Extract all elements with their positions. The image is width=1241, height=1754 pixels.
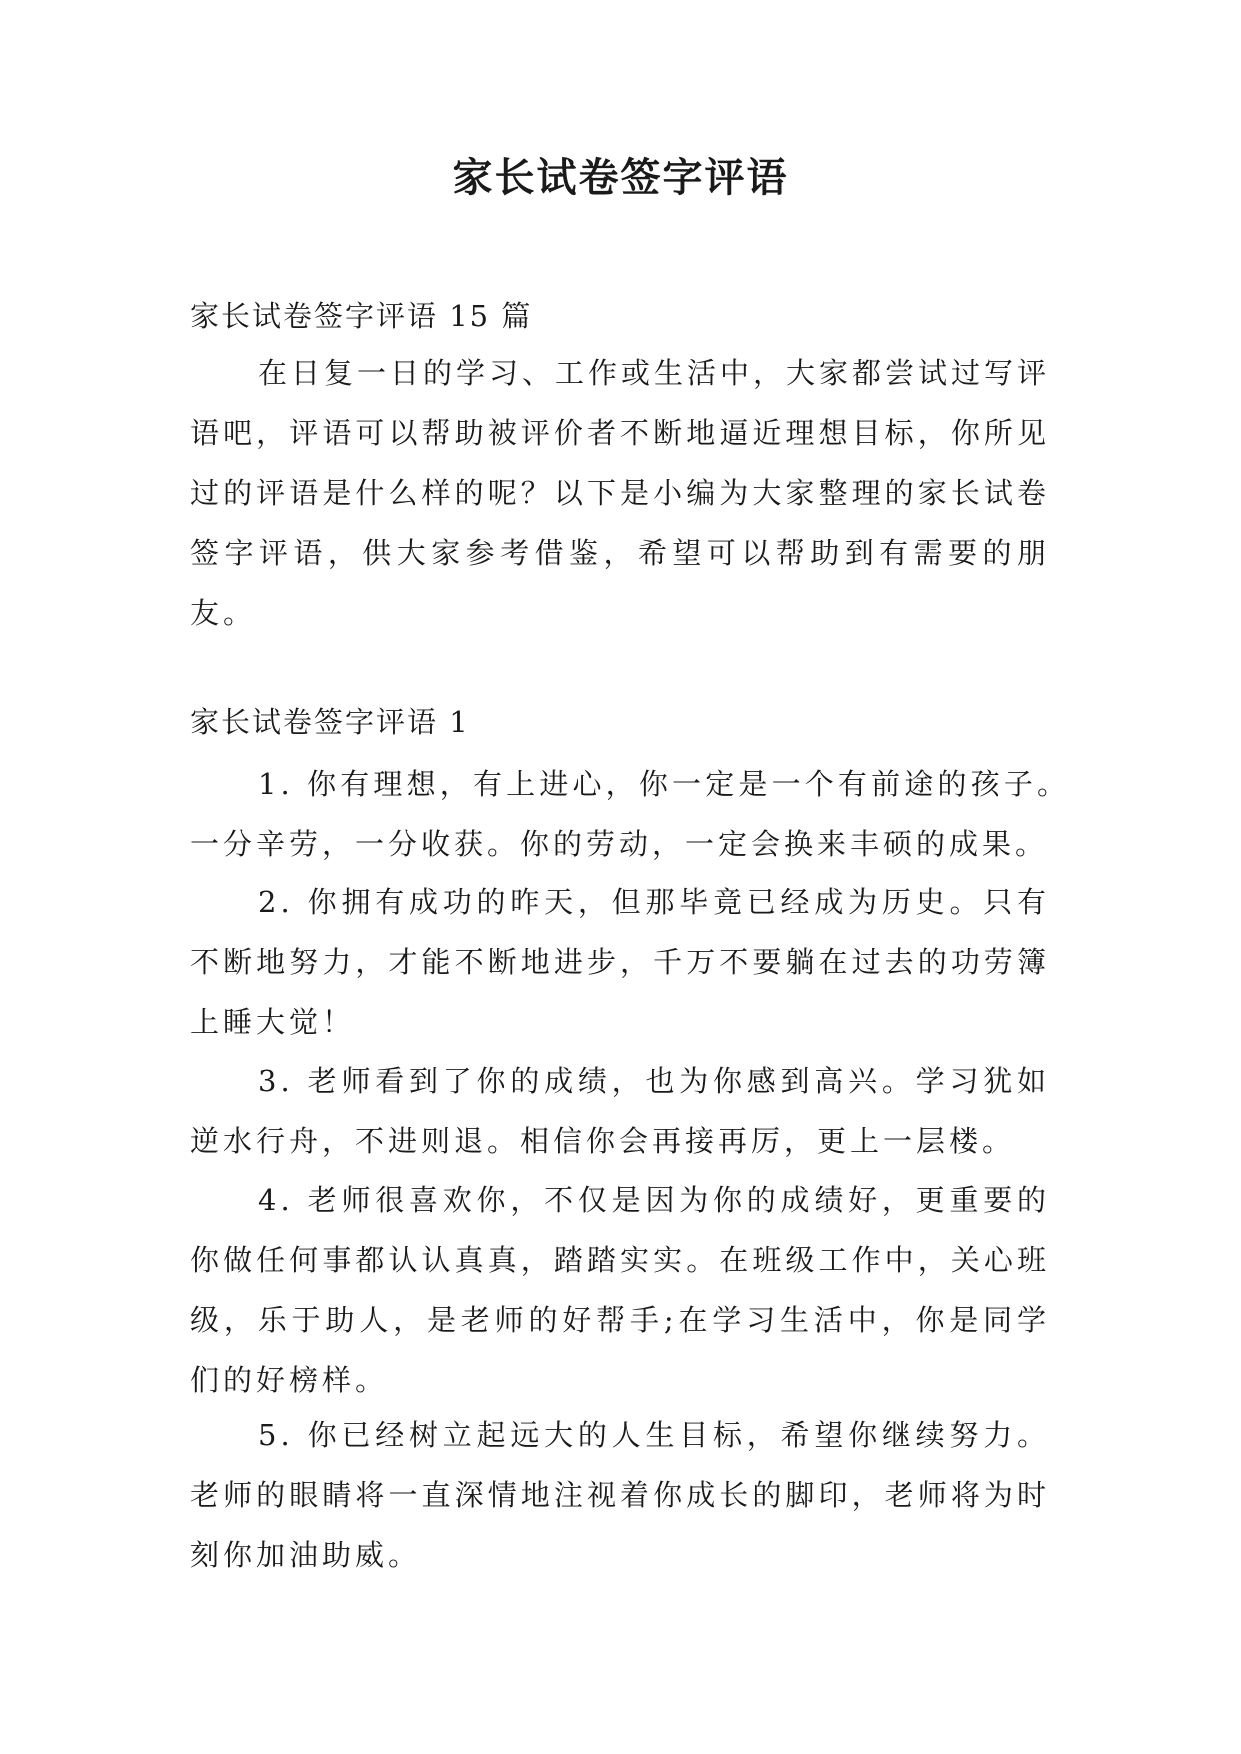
list-item: 3. 老师看到了你的成绩，也为你感到高兴。学习犹如逆水行舟，不进则退。相信你会再接再厉，更上一层楼。 — [190, 1064, 1050, 1158]
section-heading: 家长试卷签字评语 1 — [190, 705, 470, 739]
document-subtitle: 家长试卷签字评语 15 篇 — [190, 299, 533, 333]
list-item: 4. 老师很喜欢你，不仅是因为你的成绩好，更重要的你做任何事都认认真真，踏踏实实。在班级工作中，关心班级，乐于助人，是老师的好帮手;在学习生活中，你是同学们的好榜样。 — [190, 1183, 1050, 1397]
intro-paragraph: 在日复一日的学习、工作或生活中，大家都尝试过写评语吧，评语可以帮助被评价者不断地逼近理想目标，你所见过的评语是什么样的呢？以下是小编为大家整理的家长试卷签字评语，供大家参考借鉴，希望可以帮助到有需要的朋友。 — [190, 356, 1051, 630]
document-title: 家长试卷签字评语 — [452, 154, 789, 201]
list-item: 5. 你已经树立起远大的人生目标，希望你继续努力。老师的眼睛将一直深情地注视着你成长的脚印，老师将为时刻你加油助威。 — [190, 1418, 1050, 1572]
list-item: 1. 你有理想，有上进心，你一定是一个有前途的孩子。一分辛劳，一分收获。你的劳动，一定会换来丰硕的成果。 — [190, 767, 1070, 861]
list-item: 2. 你拥有成功的昨天，但那毕竟已经成为历史。只有不断地努力，才能不断地进步，千万不要躺在过去的功劳簿上睡大觉！ — [190, 885, 1050, 1039]
